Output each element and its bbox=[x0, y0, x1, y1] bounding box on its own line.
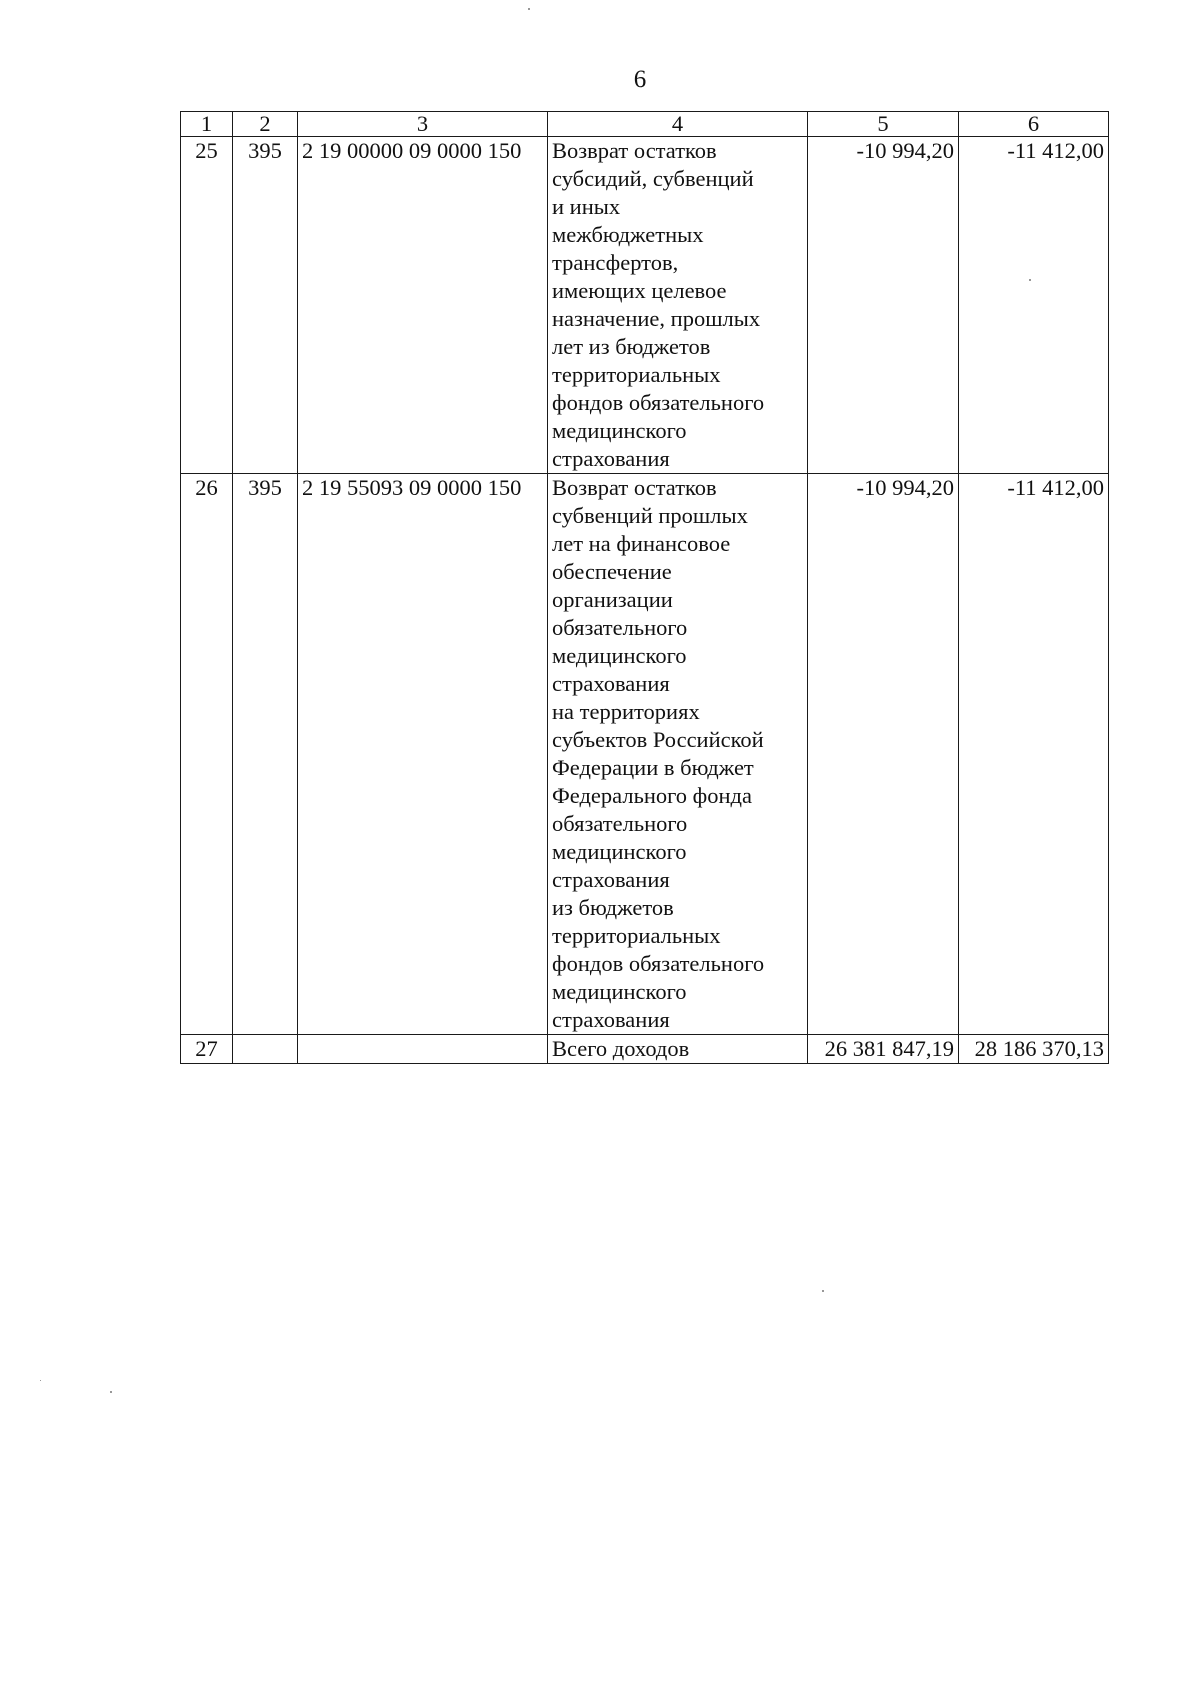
total-col5-cell: 26 381 847,19 bbox=[808, 1035, 959, 1064]
header-cell: 5 bbox=[808, 112, 959, 137]
admin-code-cell bbox=[233, 1035, 298, 1064]
scan-speck bbox=[110, 1391, 112, 1393]
header-cell: 6 bbox=[959, 112, 1109, 137]
revenue-name-cell: Возврат остатков субсидий, субвенций и иных межбюджетных трансфертов, имеющих целевое назначение, прошлых лет из бюджетов территориальных фондов обязательного медицинского страхования bbox=[548, 137, 808, 474]
amount-col5-cell: -10 994,20 bbox=[808, 474, 959, 1035]
admin-code-cell: 395 bbox=[233, 474, 298, 1035]
row-number-cell: 26 bbox=[181, 474, 233, 1035]
table-row bbox=[181, 137, 1109, 474]
table-row-total bbox=[181, 1035, 1109, 1064]
scan-speck bbox=[528, 8, 530, 10]
page-number: 6 bbox=[633, 66, 647, 93]
revenue-table bbox=[180, 111, 1109, 1064]
scan-speck bbox=[1029, 279, 1031, 281]
amount-col6-cell: -11 412,00 bbox=[959, 137, 1109, 474]
table-row bbox=[181, 474, 1109, 1035]
header-cell: 4 bbox=[548, 112, 808, 137]
revenue-name-cell: Всего доходов bbox=[548, 1035, 808, 1064]
revenue-name-cell: Возврат остатков субвенций прошлых лет на финансовое обеспечение организации обязательного медицинского страхования на территориях субъектов Российской Федерации в бюджет Федерального фонда обязательного медицинского страхования из бюджетов территориальных фондов обязательного медицинского страхования bbox=[548, 474, 808, 1035]
header-cell: 1 bbox=[181, 112, 233, 137]
amount-col6-cell: -11 412,00 bbox=[959, 474, 1109, 1035]
admin-code-cell: 395 bbox=[233, 137, 298, 474]
budget-code-cell: 2 19 00000 09 0000 150 bbox=[298, 137, 548, 474]
header-cell: 3 bbox=[298, 112, 548, 137]
amount-col5-cell: -10 994,20 bbox=[808, 137, 959, 474]
scan-speck bbox=[40, 1380, 41, 1381]
row-number-cell: 27 bbox=[181, 1035, 233, 1064]
table-header-row bbox=[181, 112, 1109, 137]
budget-code-cell bbox=[298, 1035, 548, 1064]
budget-code-cell: 2 19 55093 09 0000 150 bbox=[298, 474, 548, 1035]
scan-speck bbox=[822, 1290, 824, 1292]
header-cell: 2 bbox=[233, 112, 298, 137]
total-col6-cell: 28 186 370,13 bbox=[959, 1035, 1109, 1064]
row-number-cell: 25 bbox=[181, 137, 233, 474]
